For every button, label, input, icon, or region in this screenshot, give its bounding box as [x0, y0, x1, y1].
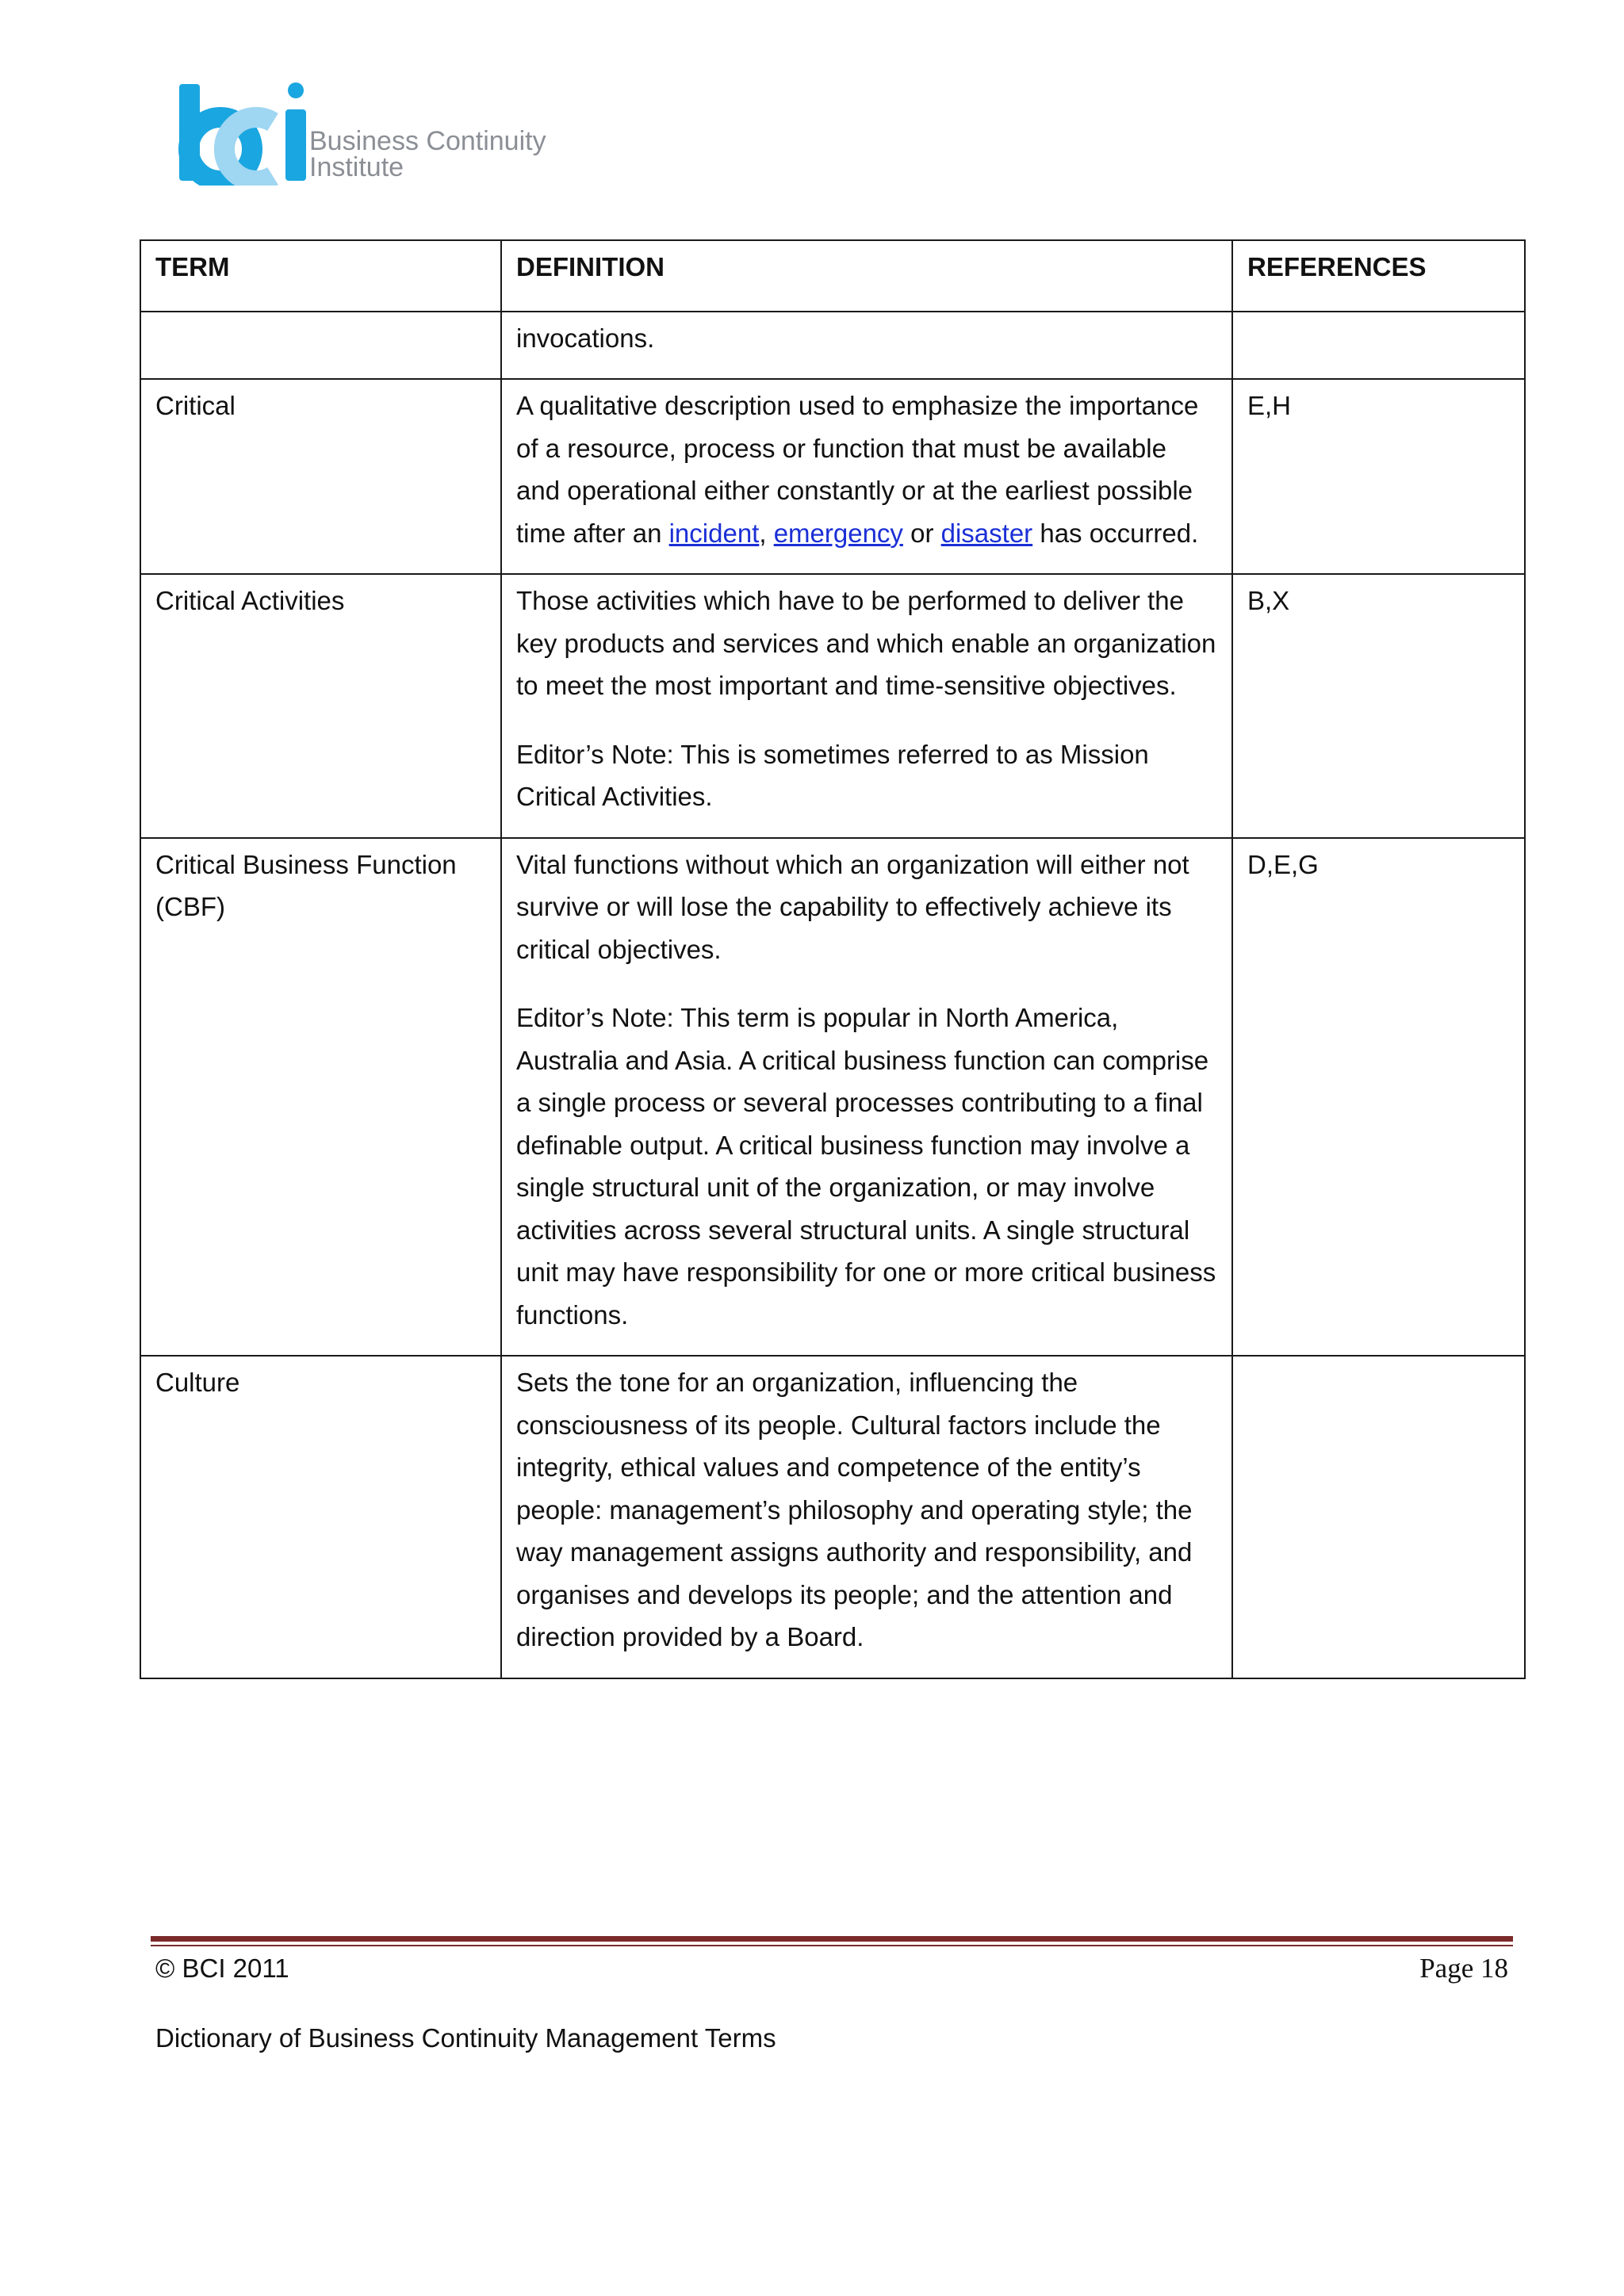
editors-note: Editor’s Note: This term is popular in North America, Australia and Asia. A critical business function can comprise a single process or several processes contributing to a final definable output. A critical business function may involve a single structural unit of the organization, or may involve activities across several structural units. A single structural unit may have responsibility for one or more critical business functions.: [516, 1003, 1216, 1330]
term-cell: Culture: [140, 1356, 501, 1678]
table-row: [140, 838, 1525, 1357]
references-cell: B,X: [1232, 574, 1525, 838]
logo-text-line2: Institute: [309, 152, 404, 182]
table-row: [140, 1356, 1525, 1678]
separator: or: [902, 518, 941, 548]
header-term: TERM: [140, 240, 501, 312]
references-cell: D,E,G: [1232, 838, 1525, 1357]
definition-cell: [501, 838, 1232, 1357]
footer-rule: [151, 1936, 1513, 1942]
definition-cell: [501, 379, 1232, 574]
definition-text: Vital functions without which an organization will either not survive or will lose the capability to effectively achieve its critical objectives.: [516, 849, 1189, 964]
header-references: REFERENCES: [1232, 240, 1525, 312]
references-cell: E,H: [1232, 379, 1525, 574]
term-cell: Critical Business Function (CBF): [140, 838, 501, 1357]
terms-table: [140, 239, 1526, 1679]
separator: ,: [759, 518, 774, 548]
references-cell: [1232, 1356, 1525, 1678]
term-cell: Critical Activities: [140, 574, 501, 838]
page-number: Page 18: [1419, 1953, 1508, 1984]
definition-text: Those activities which have to be performed to deliver the key products and services and which enable an organization to meet the most important and time-sensitive objectives.: [516, 586, 1216, 700]
editors-note: Editor’s Note: This is sometimes referred to as Mission Critical Activities.: [516, 739, 1149, 811]
link-incident[interactable]: incident: [668, 518, 760, 548]
bci-logo-mark-icon: [176, 82, 311, 186]
table-row: [140, 574, 1525, 838]
definition-cell: [501, 574, 1232, 838]
table-row: [140, 379, 1525, 574]
header-definition: DEFINITION: [501, 240, 1232, 312]
footer-rule-thin: [151, 1945, 1513, 1946]
copyright: © BCI 2011: [155, 1954, 289, 1983]
definition-text: A qualitative description used to emphasize the importance of a resource, process or function that must be available and operational either constantly or at the earliest possible time after an: [516, 391, 1199, 548]
definition-cell: Sets the tone for an organization, influencing the consciousness of its people. Cultural factors include the integrity, ethical values and competence of the entity’s people: management’s philosophy and operating style; the way management assigns authority and responsibility, and organises and develops its people; and the attention and direction provided by a Board.: [501, 1356, 1232, 1678]
link-emergency[interactable]: emergency: [773, 518, 903, 548]
term-cell: Critical: [140, 379, 501, 574]
document-title: Dictionary of Business Continuity Management Terms: [155, 2023, 776, 2053]
table-header-row: [140, 240, 1525, 312]
term-cell: [140, 312, 501, 380]
table-row: [140, 312, 1525, 380]
definition-text: has occurred.: [1032, 518, 1199, 548]
references-cell: [1232, 312, 1525, 380]
logo-text: [309, 128, 546, 181]
link-disaster[interactable]: disaster: [940, 518, 1033, 548]
bci-logo: [176, 82, 557, 186]
definition-cell: invocations.: [501, 312, 1232, 380]
logo-text-line1: Business Continuity: [309, 126, 546, 156]
